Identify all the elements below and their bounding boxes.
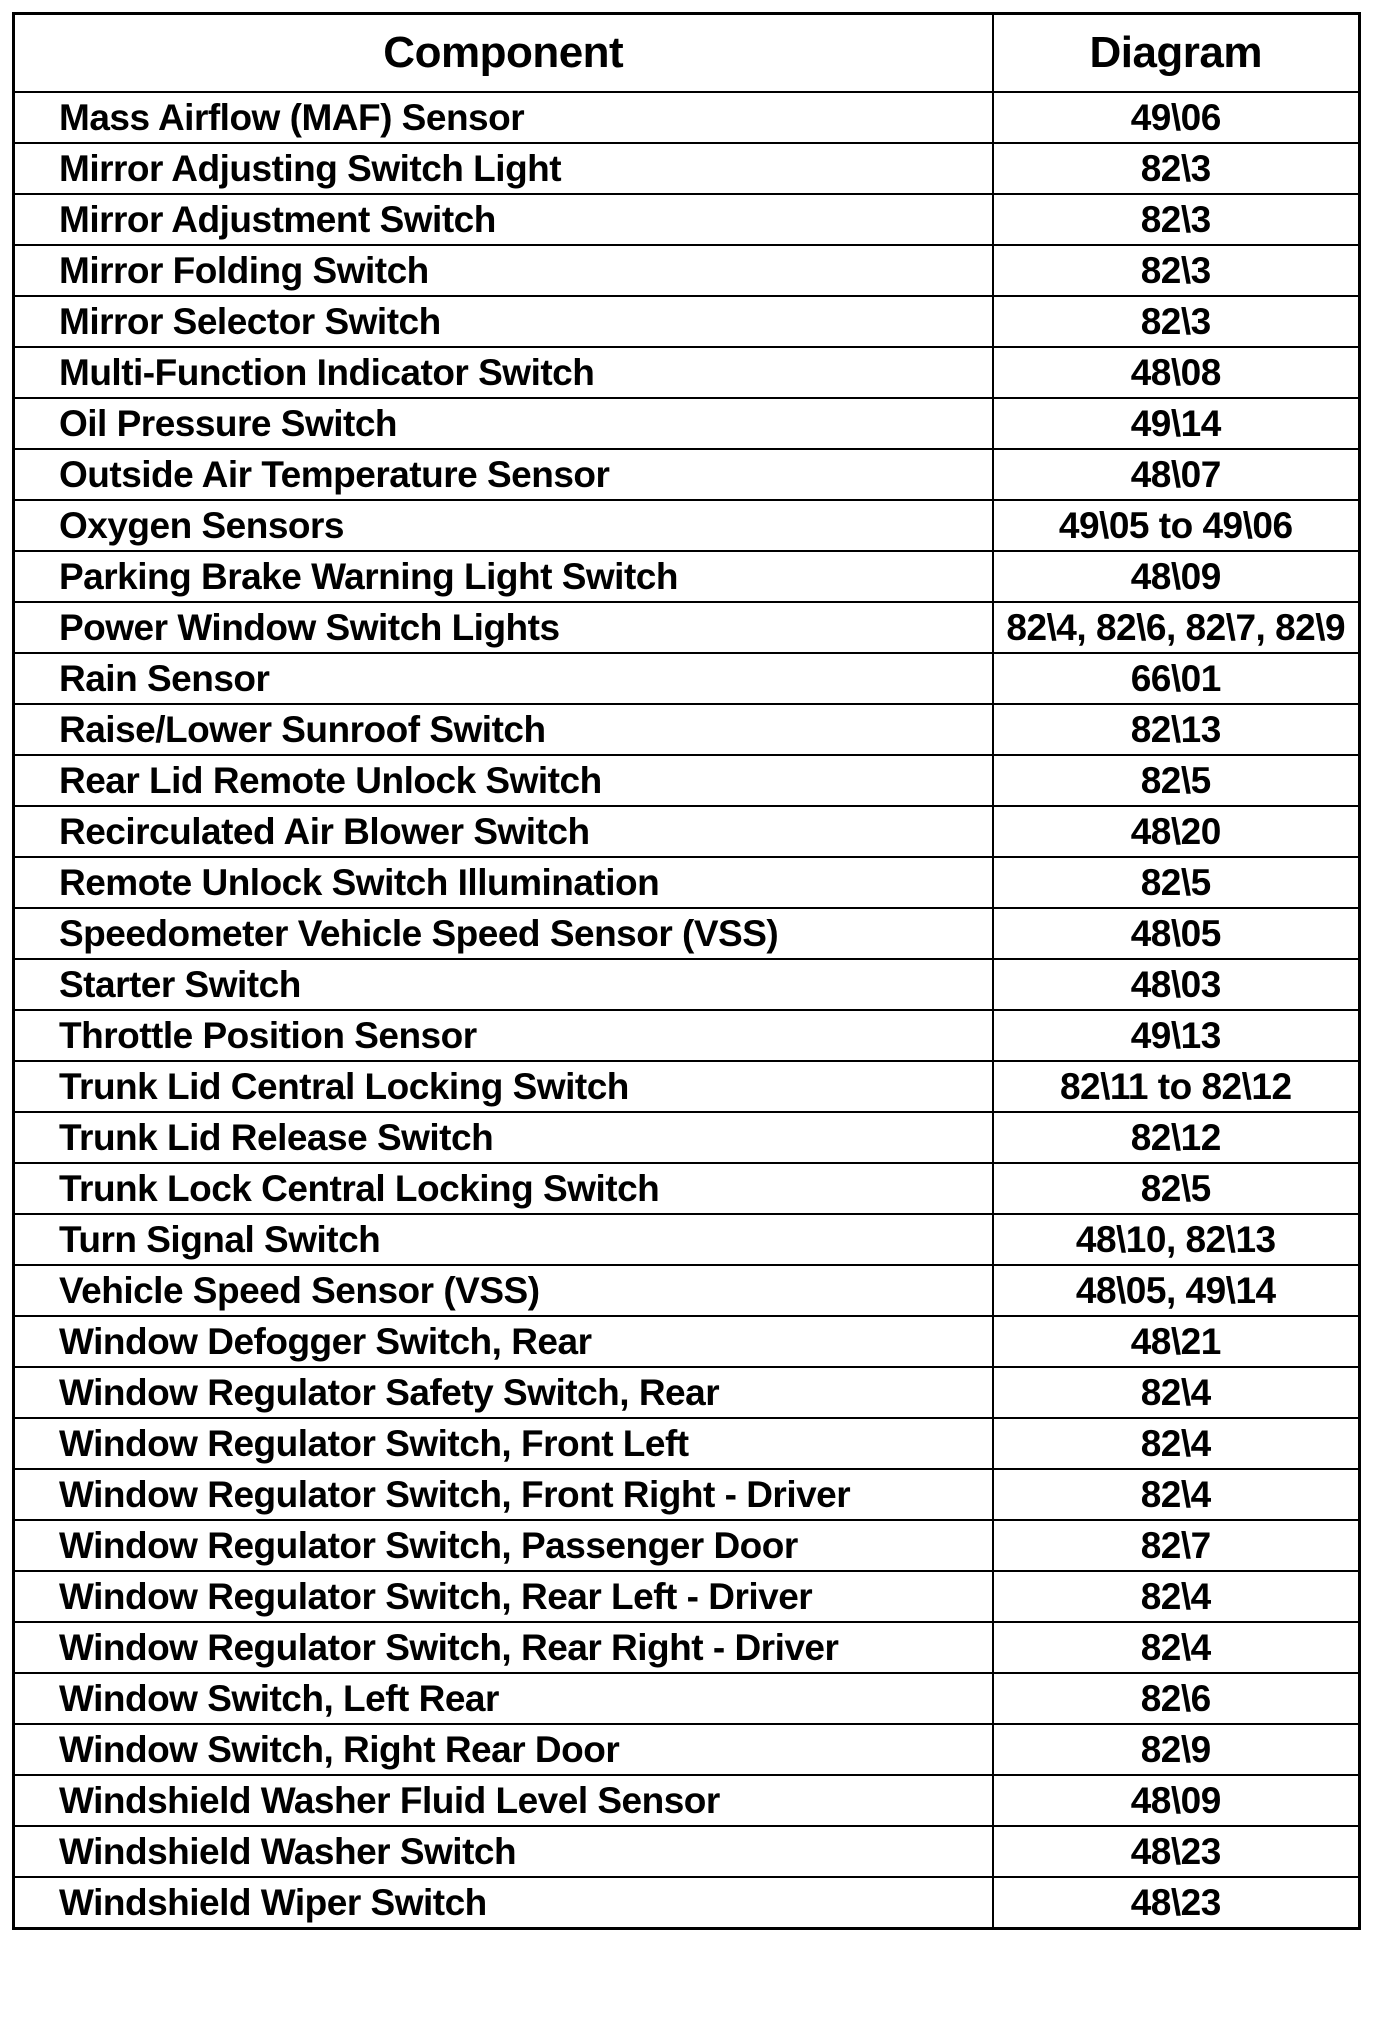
component-cell: Windshield Washer Fluid Level Sensor [14,1775,993,1826]
diagram-cell: 48\20 [993,806,1360,857]
table-row [14,1418,1360,1469]
table-row [14,1367,1360,1418]
component-cell: Trunk Lid Central Locking Switch [14,1061,993,1112]
table-row [14,1673,1360,1724]
table-row [14,602,1360,653]
diagram-cell: 82\3 [993,194,1360,245]
diagram-cell: 82\4, 82\6, 82\7, 82\9 [993,602,1360,653]
table-row [14,1877,1360,1929]
table-row [14,143,1360,194]
table-row [14,347,1360,398]
component-cell: Window Regulator Switch, Front Left [14,1418,993,1469]
diagram-cell: 82\3 [993,245,1360,296]
diagram-cell: 82\4 [993,1367,1360,1418]
component-cell: Power Window Switch Lights [14,602,993,653]
table-row [14,500,1360,551]
component-cell: Window Regulator Switch, Passenger Door [14,1520,993,1571]
component-cell: Window Regulator Switch, Rear Right - Driver [14,1622,993,1673]
component-cell: Trunk Lid Release Switch [14,1112,993,1163]
diagram-cell: 49\14 [993,398,1360,449]
component-column-header: Component [14,14,993,93]
table-row [14,449,1360,500]
table-row [14,908,1360,959]
component-cell: Multi-Function Indicator Switch [14,347,993,398]
component-cell: Starter Switch [14,959,993,1010]
component-cell: Window Switch, Left Rear [14,1673,993,1724]
component-cell: Rear Lid Remote Unlock Switch [14,755,993,806]
table-row [14,1316,1360,1367]
component-cell: Throttle Position Sensor [14,1010,993,1061]
table-header [14,14,1360,93]
component-cell: Remote Unlock Switch Illumination [14,857,993,908]
table-row [14,1469,1360,1520]
component-cell: Vehicle Speed Sensor (VSS) [14,1265,993,1316]
table-row [14,1265,1360,1316]
diagram-cell: 49\06 [993,92,1360,143]
diagram-cell: 82\5 [993,857,1360,908]
diagram-cell: 82\3 [993,296,1360,347]
diagram-cell: 49\05 to 49\06 [993,500,1360,551]
diagram-cell: 48\09 [993,551,1360,602]
component-cell: Window Switch, Right Rear Door [14,1724,993,1775]
diagram-column-header: Diagram [993,14,1360,93]
diagram-cell: 82\5 [993,755,1360,806]
diagram-cell: 82\5 [993,1163,1360,1214]
component-cell: Outside Air Temperature Sensor [14,449,993,500]
diagram-cell: 48\08 [993,347,1360,398]
component-cell: Mass Airflow (MAF) Sensor [14,92,993,143]
component-cell: Raise/Lower Sunroof Switch [14,704,993,755]
component-cell: Mirror Adjustment Switch [14,194,993,245]
component-cell: Mirror Folding Switch [14,245,993,296]
table-row [14,92,1360,143]
component-cell: Trunk Lock Central Locking Switch [14,1163,993,1214]
component-cell: Recirculated Air Blower Switch [14,806,993,857]
diagram-cell: 48\21 [993,1316,1360,1367]
diagram-cell: 82\4 [993,1571,1360,1622]
component-diagram-table [12,12,1361,1930]
table-row [14,959,1360,1010]
diagram-cell: 82\6 [993,1673,1360,1724]
table-row [14,1571,1360,1622]
diagram-cell: 66\01 [993,653,1360,704]
component-cell: Window Regulator Switch, Rear Left - Driver [14,1571,993,1622]
component-cell: Oil Pressure Switch [14,398,993,449]
table-row [14,551,1360,602]
table-row [14,857,1360,908]
component-cell: Rain Sensor [14,653,993,704]
table-row [14,398,1360,449]
component-cell: Turn Signal Switch [14,1214,993,1265]
table-row [14,1112,1360,1163]
diagram-cell: 82\13 [993,704,1360,755]
table-row [14,704,1360,755]
diagram-cell: 82\9 [993,1724,1360,1775]
diagram-cell: 48\07 [993,449,1360,500]
component-cell: Parking Brake Warning Light Switch [14,551,993,602]
table-row [14,806,1360,857]
diagram-cell: 82\11 to 82\12 [993,1061,1360,1112]
diagram-cell: 48\23 [993,1826,1360,1877]
table-row [14,194,1360,245]
table-row [14,1061,1360,1112]
header-row [14,14,1360,93]
table-row [14,1826,1360,1877]
diagram-cell: 48\09 [993,1775,1360,1826]
component-diagram-table-container [12,12,1358,1930]
table-row [14,296,1360,347]
component-cell: Window Regulator Switch, Front Right - Driver [14,1469,993,1520]
table-row [14,1724,1360,1775]
diagram-cell: 48\05 [993,908,1360,959]
table-row [14,1520,1360,1571]
component-cell: Window Regulator Safety Switch, Rear [14,1367,993,1418]
table-body [14,92,1360,1929]
component-cell: Windshield Washer Switch [14,1826,993,1877]
diagram-cell: 49\13 [993,1010,1360,1061]
table-row [14,1775,1360,1826]
diagram-cell: 82\7 [993,1520,1360,1571]
diagram-cell: 82\4 [993,1418,1360,1469]
table-row [14,1010,1360,1061]
component-cell: Oxygen Sensors [14,500,993,551]
table-row [14,1214,1360,1265]
table-row [14,1622,1360,1673]
diagram-cell: 48\03 [993,959,1360,1010]
diagram-cell: 82\3 [993,143,1360,194]
diagram-cell: 82\4 [993,1469,1360,1520]
diagram-cell: 82\12 [993,1112,1360,1163]
table-row [14,245,1360,296]
diagram-cell: 48\10, 82\13 [993,1214,1360,1265]
table-row [14,1163,1360,1214]
diagram-cell: 82\4 [993,1622,1360,1673]
component-cell: Window Defogger Switch, Rear [14,1316,993,1367]
component-cell: Speedometer Vehicle Speed Sensor (VSS) [14,908,993,959]
diagram-cell: 48\05, 49\14 [993,1265,1360,1316]
component-cell: Mirror Selector Switch [14,296,993,347]
table-row [14,653,1360,704]
component-cell: Windshield Wiper Switch [14,1877,993,1929]
component-cell: Mirror Adjusting Switch Light [14,143,993,194]
diagram-cell: 48\23 [993,1877,1360,1929]
table-row [14,755,1360,806]
